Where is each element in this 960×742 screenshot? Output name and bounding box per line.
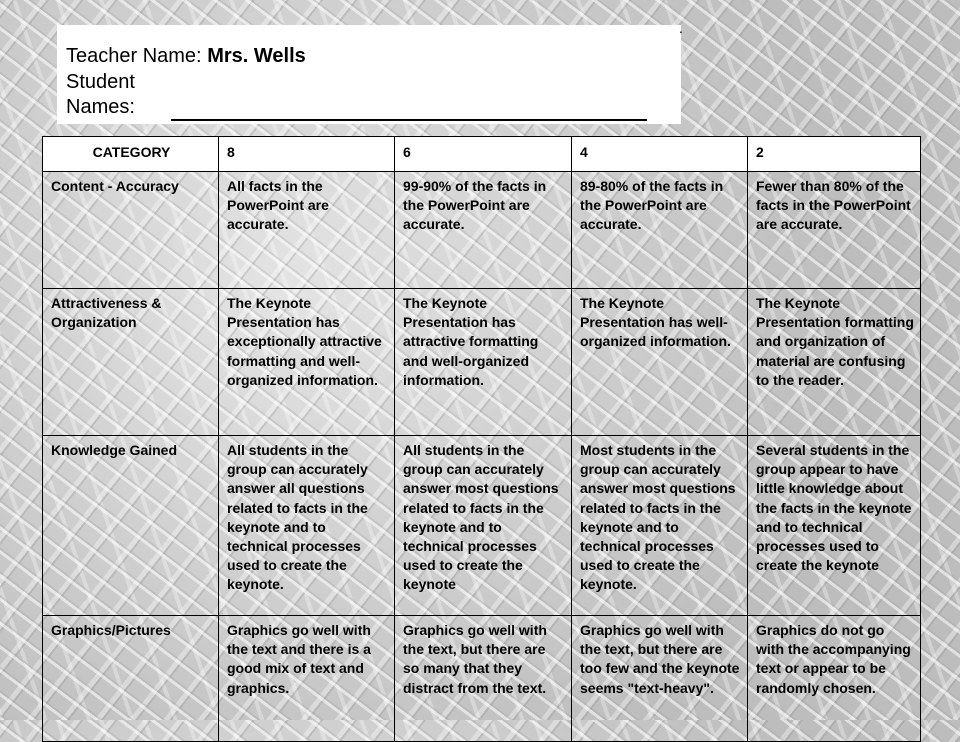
rubric-cell: All students in the group can accurately answer most questions related to facts in the keynote and to technical processes used to create the keynote	[395, 436, 572, 616]
rubric-cell: All students in the group can accurately answer all questions related to facts in the keynote and to technical processes used to create the keynote.	[219, 436, 395, 616]
teacher-name: Mrs. Wells	[207, 45, 306, 67]
rubric-row-knowledge-gained	[43, 436, 921, 616]
row-category: Knowledge Gained	[43, 436, 219, 616]
rubric-cell: Graphics go well with the text and there is a good mix of text and graphics.	[219, 616, 395, 742]
rubric-cell: Graphics do not go with the accompanying text or appear to be randomly chosen.	[748, 616, 921, 742]
rubric-cell: The Keynote Presentation has attractive formatting and well-organized information.	[395, 289, 572, 436]
stray-dot: .	[679, 20, 683, 36]
rubric-cell: Fewer than 80% of the facts in the PowerPoint are accurate.	[748, 172, 921, 289]
column-header-score-8: 8	[219, 137, 395, 172]
teacher-label: Teacher Name:	[66, 45, 202, 67]
rubric-cell: All facts in the PowerPoint are accurate.	[219, 172, 395, 289]
names-label: Names:	[66, 96, 135, 118]
rubric-cell: Several students in the group appear to have little knowledge about the facts in the keynote and to technical processes used to create the keynote	[748, 436, 921, 616]
row-category: Graphics/Pictures	[43, 616, 219, 742]
column-header-category: CATEGORY	[43, 137, 219, 172]
rubric-table	[42, 136, 921, 742]
rubric-cell: Most students in the group can accurately answer most questions related to facts in the keynote and to technical processes used to create the keynote.	[572, 436, 748, 616]
rubric-cell: The Keynote Presentation has well-organized information.	[572, 289, 748, 436]
column-header-score-6: 6	[395, 137, 572, 172]
column-header-score-4: 4	[572, 137, 748, 172]
student-label: Student	[66, 71, 135, 93]
rubric-row-attractiveness	[43, 289, 921, 436]
row-category: Attractiveness & Organization	[43, 289, 219, 436]
header-panel	[57, 25, 681, 124]
column-header-score-2: 2	[748, 137, 921, 172]
row-category: Content - Accuracy	[43, 172, 219, 289]
rubric-cell: The Keynote Presentation has exceptionally attractive formatting and well-organized information.	[219, 289, 395, 436]
rubric-cell: The Keynote Presentation formatting and organization of material are confusing to the reader.	[748, 289, 921, 436]
rubric-header-row	[43, 137, 921, 172]
rubric-row-graphics	[43, 616, 921, 742]
rubric-cell: Graphics go well with the text, but there are so many that they distract from the text.	[395, 616, 572, 742]
rubric-cell: 89-80% of the facts in the PowerPoint are accurate.	[572, 172, 748, 289]
teacher-line	[66, 45, 306, 68]
rubric-cell: 99-90% of the facts in the PowerPoint are accurate.	[395, 172, 572, 289]
rubric-cell: Graphics go well with the text, but there are too few and the keynote seems "text-heavy".	[572, 616, 748, 742]
rubric-row-content-accuracy	[43, 172, 921, 289]
names-blank-line	[171, 119, 647, 121]
